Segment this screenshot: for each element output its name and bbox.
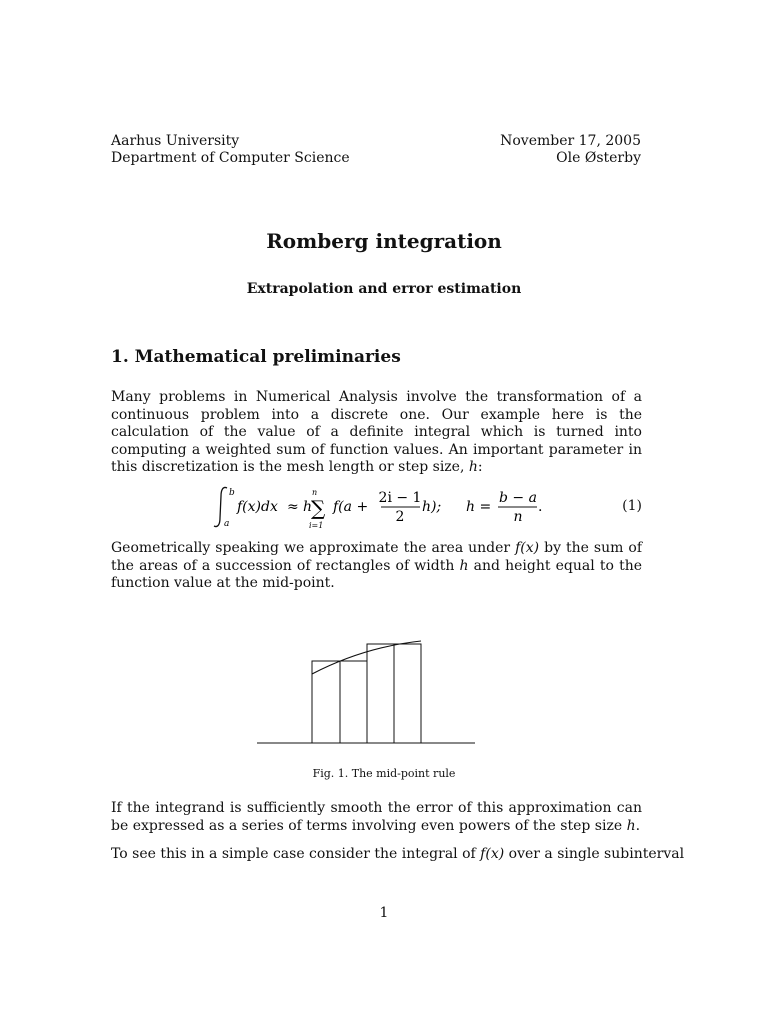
university-name: Aarhus University [111, 133, 240, 149]
header-right [440, 133, 641, 167]
term-start: f(a + [333, 499, 369, 515]
paper-subtitle: Extrapolation and error estimation [246, 281, 522, 297]
paragraph-2-b: by the sum of the areas of a succession of rectangles of width [111, 540, 643, 574]
department-name: Department of Computer Science [111, 150, 350, 166]
frac1-denominator: 2 [395, 509, 405, 525]
paragraph-3 [111, 800, 642, 835]
figure-caption: Fig. 1. The mid-point rule [312, 767, 456, 780]
function-fx-2: f(x) [480, 846, 505, 862]
frac1-numerator: 2i − 1 [378, 490, 422, 506]
paragraph-4-b: over a single subinterval [504, 846, 685, 862]
date: November 17, 2005 [500, 133, 641, 149]
function-fx: f(x) [515, 540, 540, 556]
header-left [111, 133, 350, 167]
integral-lower: a [224, 519, 230, 529]
approx-sign: ≈ [287, 499, 299, 515]
paragraph-2 [111, 540, 642, 593]
integral-upper: b [229, 488, 235, 498]
rectangle-2 [340, 661, 367, 743]
equation-1 [111, 484, 642, 532]
paragraph-3-b: . [635, 817, 641, 834]
paragraph-2-c: and height equal to the function value at the mid-point. [111, 557, 643, 592]
paragraph-4-a: To see this in a simple case consider the integral of [111, 846, 481, 862]
paragraph-4 [111, 846, 685, 864]
equation-period: . [538, 499, 543, 515]
integrand: f(x)dx [237, 499, 278, 515]
step-size-var: h [468, 459, 478, 476]
frac2-numerator: b − a [499, 490, 537, 506]
step-size-h: h [626, 817, 636, 834]
sum-upper: n [312, 488, 318, 497]
sum-sign: ∑ [311, 496, 326, 520]
rectangle-4 [394, 644, 421, 743]
h-definition: h = [466, 499, 492, 515]
paragraph-1 [111, 389, 642, 477]
midpoint-rule-figure [254, 632, 480, 748]
paragraph-3-a: If the integrand is sufficiently smooth the error of this approximation can be expressed as a series of terms involving even powers of the step size [111, 800, 642, 834]
paragraph-2-a: Geometrically speaking we approximate the area under [111, 540, 516, 556]
rectangle-1 [312, 661, 340, 743]
frac2-denominator: n [513, 509, 523, 525]
equation-number: (1) [622, 498, 642, 514]
section-heading: 1. Mathematical preliminaries [111, 347, 401, 367]
paragraph-1-text: Many problems in Numerical Analysis involve the transformation of a continuous problem into a discrete one. Our example here is the calculation of the value of a definite integral which is turned into computing a weighted sum of function values. An important parameter in this discretization is the mesh length or step size, [111, 389, 642, 476]
paragraph-1-end: : [477, 459, 483, 476]
author: Ole Østerby [556, 150, 641, 166]
coef-h: h [303, 499, 313, 515]
term-end: h); [422, 499, 442, 515]
page-number: 1 [379, 905, 389, 921]
paper-title: Romberg integration [266, 229, 502, 253]
sum-lower: i=1 [309, 521, 324, 530]
width-h: h [459, 557, 469, 574]
rectangle-3 [367, 644, 394, 743]
